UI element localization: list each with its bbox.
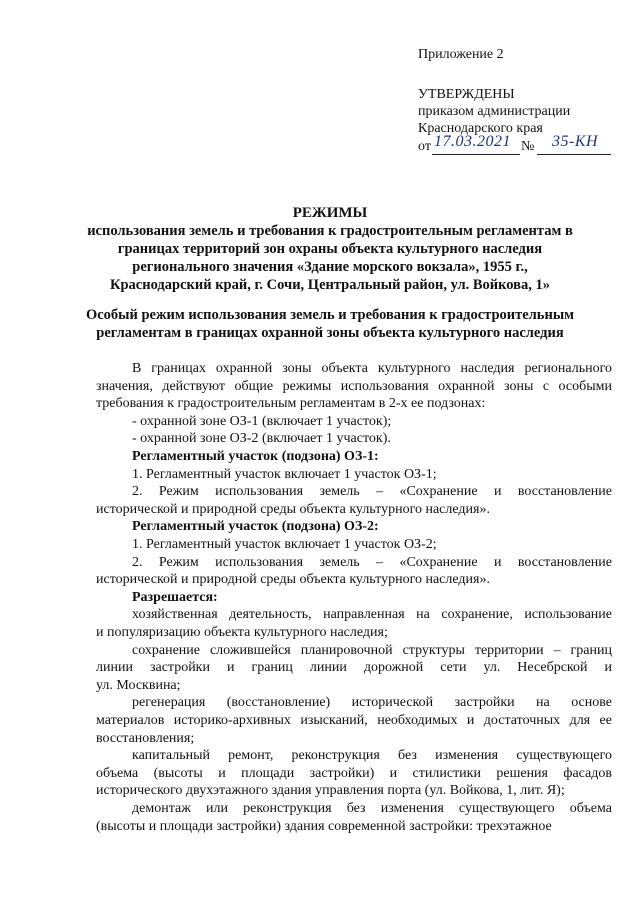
paragraph-line: ул. Москвина; — [96, 677, 181, 693]
appendix-label: Приложение 2 — [418, 47, 504, 62]
paragraph-line: исторической и природной среды объекта культурного наследия». — [96, 572, 490, 588]
document-title: РЕЖИМЫ — [292, 205, 368, 221]
paragraph-first-line: Регламентный участок (подзона) ОЗ-2: — [132, 519, 379, 535]
paragraph-first-line: регенерация (восстановление) исторической застройки на основе — [132, 695, 612, 711]
approved-label: УТВЕРЖДЕНЫ — [418, 87, 515, 102]
title-line-1: использования земель и требования к градостроительным регламентам в — [87, 223, 573, 239]
paragraph-line: восстановления; — [96, 730, 195, 746]
paragraph-line: требования к градостроительным регламентам в 2-х ее подзонах: — [96, 396, 486, 412]
paragraph-first-line: Регламентный участок (подзона) ОЗ-1: — [132, 449, 379, 464]
handwritten-number: 35-КН — [552, 133, 599, 150]
title-line-3: регионального значения «Здание морского вокзала», 1955 г., — [132, 259, 528, 275]
paragraph-first-line: - охранной зоне ОЗ-1 (включает 1 участок); — [132, 413, 392, 429]
paragraph-first-line: демонтаж или реконструкция без изменения существующего объема — [132, 801, 612, 816]
paragraph-line: исторического двухэтажного здания управления порта (ул. Войкова, 1, лит. Я); — [96, 783, 565, 799]
order-label: приказом администрации — [418, 104, 571, 119]
paragraph-first-line: 1. Регламентный участок включает 1 участок ОЗ-1; — [132, 466, 437, 482]
paragraph-first-line: капитальный ремонт, реконструкция без изменения существующего — [132, 748, 612, 764]
paragraph-line: исторической и природной среды объекта культурного наследия». — [96, 501, 490, 517]
number-sign: № — [521, 139, 535, 154]
paragraph-first-line: хозяйственная деятельность, направленная на сохранение, использование — [132, 607, 612, 623]
paragraph-first-line: Разрешается: — [132, 589, 218, 605]
title-line-2: границах территорий зон охраны объекта культурного наследия — [117, 241, 543, 257]
section-title-line-2: регламентам в границах охранной зоны объекта культурного наследия — [96, 325, 564, 341]
paragraph-line: (высоты и площади застройки) здания современной застройки: трехэтажное — [96, 818, 552, 834]
number-underline — [537, 154, 611, 155]
section-title-line-1: Особый режим использования земель и требования к градостроительным — [85, 307, 575, 323]
paragraph-line: значения, действуют общие режимы использования охранной зоны с особыми — [96, 378, 612, 394]
paragraph-first-line: 2. Режим использования земель – «Сохранение и восстановление — [132, 484, 612, 500]
title-line-4: Краснодарский край, г. Сочи, Центральный район, ул. Войкова, 1» — [109, 277, 551, 293]
paragraph-first-line: сохранение сложившейся планировочной структуры территории – границ — [132, 642, 612, 658]
handwritten-date: 17.03.2021 — [434, 133, 511, 150]
paragraph-first-line: 2. Режим использования земель – «Сохранение и восстановление — [132, 554, 612, 570]
paragraph-first-line: 1. Регламентный участок включает 1 участок ОЗ-2; — [132, 537, 437, 552]
paragraph-line: материалов историко-архивных изысканий, необходимых и достаточных для ее — [96, 713, 612, 728]
paragraph-line: и популяризацию объекта культурного наследия; — [96, 625, 388, 640]
paragraph-line: объема (высоты и площади застройки) и стилистики решения фасадов — [96, 765, 612, 781]
paragraph-line: линии застройки и границ линии дорожной сети ул. Несебрской и — [96, 660, 612, 676]
region-label: Краснодарского края — [418, 121, 543, 136]
paragraph-first-line: - охранной зоне ОЗ-2 (включает 1 участок). — [132, 431, 391, 447]
paragraph-first-line: В границах охранной зоны объекта культурного наследия регионального — [132, 361, 612, 376]
date-prefix: от — [418, 139, 431, 154]
date-underline — [432, 154, 520, 155]
